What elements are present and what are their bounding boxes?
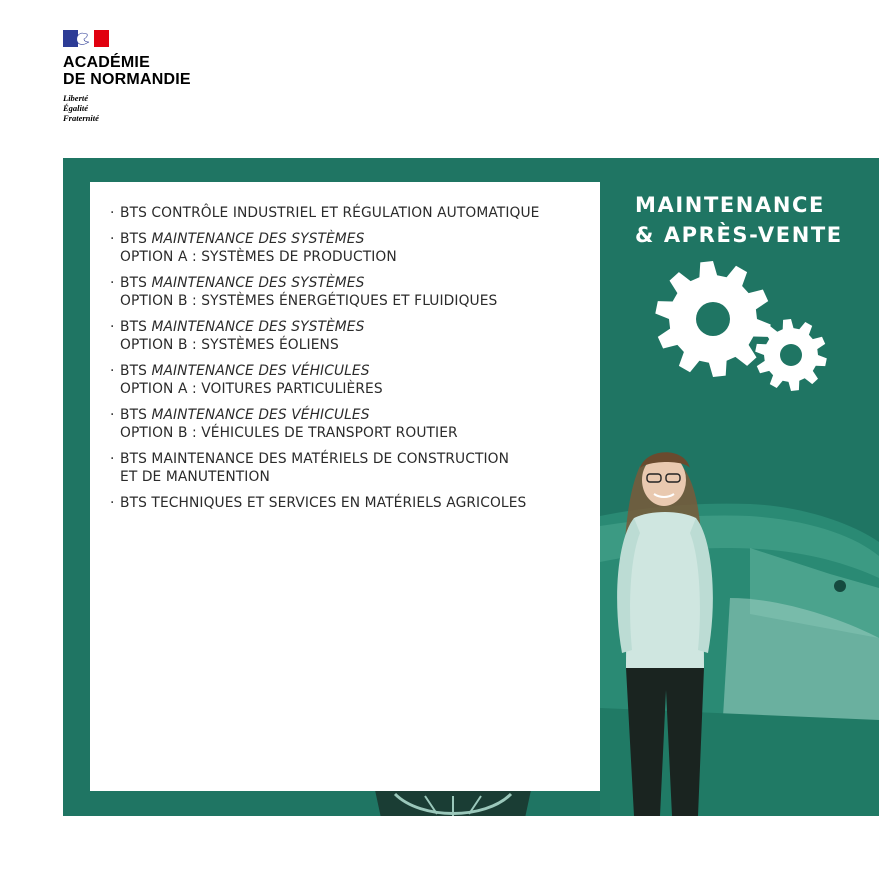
program-item — [110, 494, 600, 512]
technician-photo — [600, 438, 879, 816]
program-item — [110, 318, 600, 354]
large-gear-icon — [655, 261, 770, 377]
program-panel — [63, 158, 879, 816]
program-option: OPTION B : VÉHICULES DE TRANSPORT ROUTIER — [120, 425, 458, 441]
program-specialty: MAINTENANCE DES SYSTÈMES — [151, 231, 365, 247]
program-specialty: MAINTENANCE DES VÉHICULES — [151, 407, 370, 423]
motto-egalite: Égalité — [63, 103, 89, 113]
program-prefix: BTS — [120, 363, 152, 379]
program-specialty: MAINTENANCE DES SYSTÈMES — [151, 275, 365, 291]
program-item — [110, 230, 600, 266]
program-prefix: BTS MAINTENANCE DES MATÉRIELS DE CONSTRUCTION — [120, 451, 510, 467]
panel-title-line1: MAINTENANCE — [635, 193, 825, 217]
marianne-icon — [73, 32, 95, 46]
institution-line2: DE NORMANDIE — [63, 71, 191, 88]
program-prefix: BTS TECHNIQUES ET SERVICES EN MATÉRIELS AGRICOLES — [120, 495, 527, 511]
panel-title — [635, 190, 843, 250]
program-prefix: BTS — [120, 319, 152, 335]
program-item — [110, 362, 600, 398]
program-option: OPTION B : SYSTÈMES ÉOLIENS — [120, 337, 339, 353]
french-flag-icon — [63, 30, 109, 47]
program-option: ET DE MANUTENTION — [120, 469, 270, 485]
program-prefix: BTS — [120, 275, 152, 291]
program-prefix: BTS CONTRÔLE INDUSTRIEL ET RÉGULATION AUTOMATIQUE — [120, 205, 540, 221]
panel-title-line2: & APRÈS-VENTE — [635, 223, 843, 247]
motto-liberte: Liberté — [63, 93, 89, 103]
car-wheel-image — [375, 790, 531, 816]
motto — [63, 93, 191, 123]
gear-icon — [651, 261, 831, 391]
small-gear-icon — [755, 319, 827, 391]
program-item — [110, 450, 600, 486]
institution-name — [63, 54, 191, 88]
program-list — [90, 182, 600, 512]
program-prefix: BTS — [120, 407, 152, 423]
academy-logo — [63, 30, 191, 123]
program-option: OPTION A : VOITURES PARTICULIÈRES — [120, 381, 383, 397]
program-item — [110, 204, 600, 222]
institution-line1: ACADÉMIE — [63, 54, 150, 71]
program-specialty: MAINTENANCE DES VÉHICULES — [151, 363, 370, 379]
program-item — [110, 406, 600, 442]
motto-fraternite: Fraternité — [63, 113, 99, 123]
program-option: OPTION B : SYSTÈMES ÉNERGÉTIQUES ET FLUIDIQUES — [120, 293, 498, 309]
program-item — [110, 274, 600, 310]
program-list-box — [90, 182, 600, 791]
program-specialty: MAINTENANCE DES SYSTÈMES — [151, 319, 365, 335]
program-option: OPTION A : SYSTÈMES DE PRODUCTION — [120, 249, 397, 265]
program-prefix: BTS — [120, 231, 152, 247]
